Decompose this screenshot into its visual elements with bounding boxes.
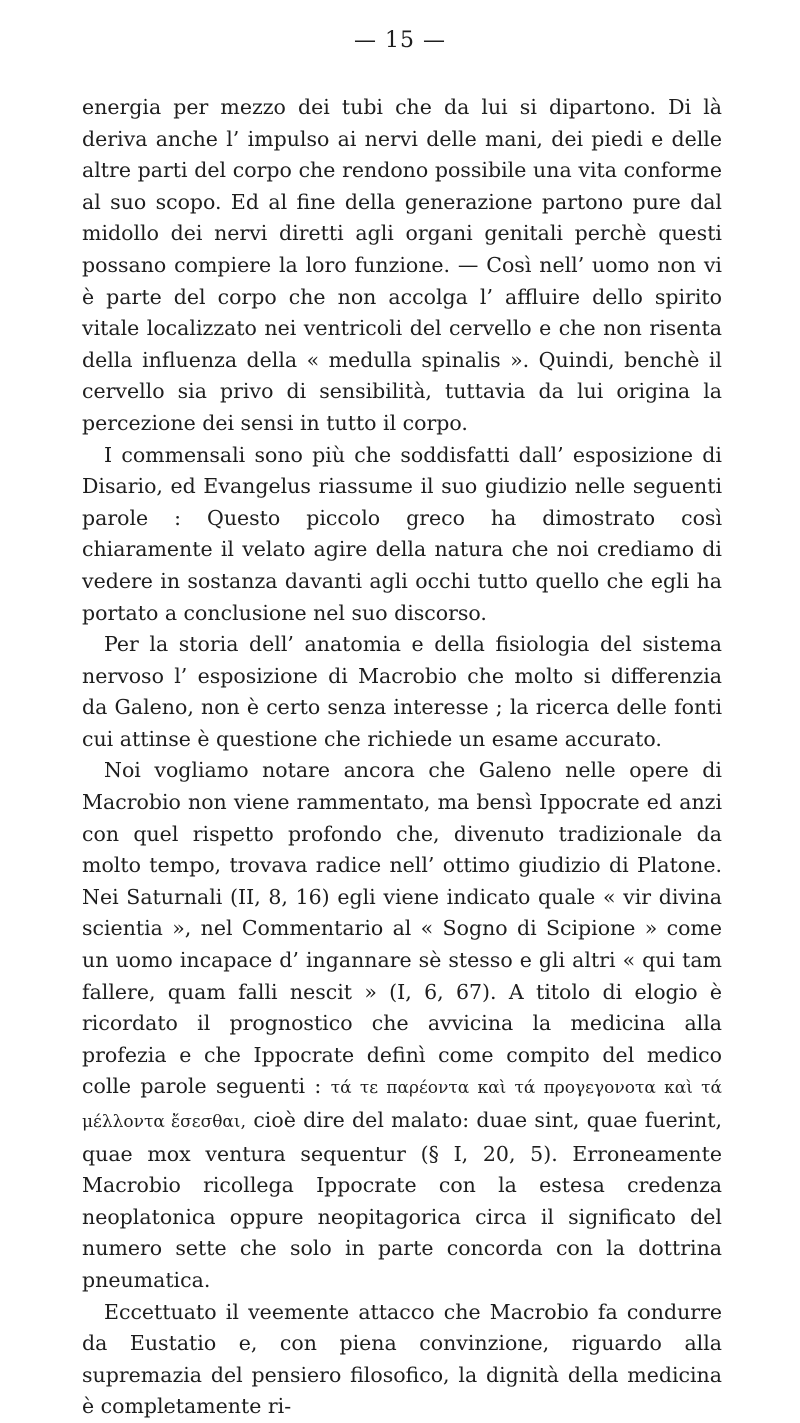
greek-quotation: τά τε παρέοντα καὶ τά προγεγονοτα καὶ τά μέλλοντα ἔσεσθαι, [82, 1078, 722, 1132]
paragraph-4-text-after-greek: cioè dire del malato: duae sint, quae fuerint, quae mox ventura sequentur (§ I, 20, 5). Erroneamente Macrobio ricollega Ippocrate con la estesa credenza neoplatonica oppure neopitagorica circa il significato del numero sette che solo in parte concorda con la dottrina pneumatica. [82, 1108, 722, 1292]
page-number: — 15 — [354, 28, 446, 53]
paragraph-1: energia per mezzo dei tubi che da lui si dipartono. Di là deriva anche l’ impulso ai nervi delle mani, dei piedi e delle altre parti del corpo che rendono possibile una vita conforme al suo scopo. Ed al fine della generazione partono pure dal midollo dei nervi diretti agli organi genitali perchè questi possano compiere la loro funzione. — Così nell’ uomo non vi è parte del corpo che non accolga l’ affluire dello spirito vitale localizzato nei ventricoli del cervello e che non risenta della influenza della « medulla spinalis ». Quindi, benchè il cervello sia privo di sensibilità, tuttavia da lui origina la percezione dei sensi in tutto il corpo. [82, 95, 722, 435]
paragraph-4 [82, 755, 722, 1296]
paragraph-4-text-before-greek: Noi vogliamo notare ancora che Galeno nelle opere di Macrobio non viene rammentato, ma bensì Ippocrate ed anzi con quel rispetto profondo che, divenuto tradizionale da molto tempo, trovava radice nell’ ottimo giudizio di Platone. Nei Saturnali (II, 8, 16) egli viene indicato quale « vir divina scientia », nel Commentario al « Sogno di Scipione » come un uomo incapace d’ ingannare sè stesso e gli altri « qui tam fallere, quam falli nescit » (I, 6, 67). A titolo di elogio è ricordato il prognostico che avvicina la medicina alla profezia e che Ippocrate definì come compito del medico colle parole seguenti : [82, 758, 722, 1099]
page-body [82, 92, 722, 1423]
paragraph-3: Per la storia dell’ anatomia e della fisiologia del sistema nervoso l’ esposizione di Macrobio che molto si differenzia da Galeno, non è certo senza interesse ; la ricerca delle fonti cui attinse è questione che richiede un esame accurato. [82, 632, 722, 751]
paragraph-2: I commensali sono più che soddisfatti dall’ esposizione di Disario, ed Evangelus riassume il suo giudizio nelle seguenti parole : Questo piccolo greco ha dimostrato così chiaramente il velato agire della natura che noi crediamo di vedere in sostanza davanti agli occhi tutto quello che egli ha portato a conclusione nel suo discorso. [82, 442, 722, 625]
paragraph-5: Eccettuato il veemente attacco che Macrobio fa condurre da Eustatio e, con piena convinzione, riguardo alla supremazia del pensiero filosofico, la dignità della medicina è completamente ri- [82, 1299, 722, 1419]
